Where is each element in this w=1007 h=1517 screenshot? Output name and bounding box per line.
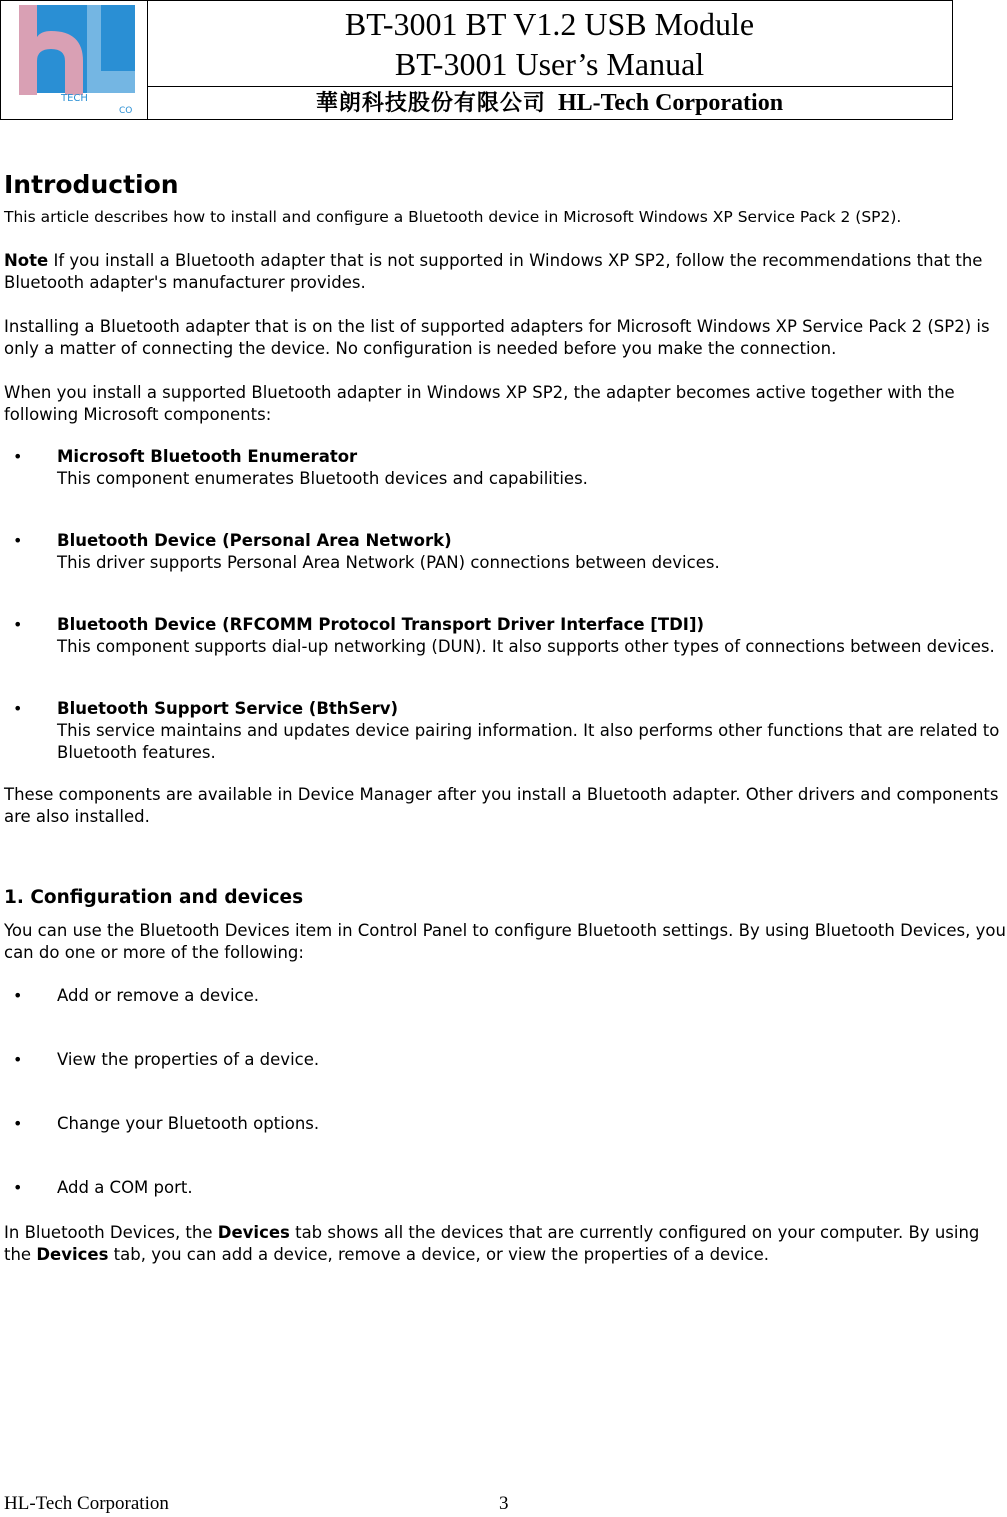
devices-term-2: Devices bbox=[36, 1245, 109, 1264]
install-paragraph: Installing a Bluetooth adapter that is on the list of supported adapters for Microsoft Windows XP Service Pack 2 (SP2) is only a matter of connecting the device. No configuration is needed before you make the connection. bbox=[4, 317, 990, 358]
action-label: Change your Bluetooth options. bbox=[57, 1114, 320, 1133]
company-name-chinese: 華朗科技股份有限公司 bbox=[315, 91, 546, 116]
component-desc: This component supports dial-up networking (DUN). It also supports other types of connections between devices. bbox=[57, 637, 995, 656]
intro-paragraph: This article describes how to install and configure a Bluetooth device in Microsoft Windows XP Service Pack 2 (SP2). bbox=[4, 208, 902, 226]
action-label: View the properties of a device. bbox=[57, 1050, 320, 1069]
components-intro-paragraph: When you install a supported Bluetooth adapter in Windows XP SP2, the adapter becomes active together with the following Microsoft components: bbox=[4, 383, 955, 424]
list-item bbox=[4, 698, 1007, 764]
bullet-icon: • bbox=[13, 447, 23, 466]
page-content bbox=[4, 168, 1007, 1266]
component-title: Microsoft Bluetooth Enumerator bbox=[57, 447, 358, 466]
note-label: Note bbox=[4, 251, 49, 270]
component-title: Bluetooth Support Service (BthServ) bbox=[57, 699, 399, 718]
components-list bbox=[4, 446, 1007, 764]
bullet-icon: • bbox=[13, 986, 23, 1005]
note-text: If you install a Bluetooth adapter that is not supported in Windows XP SP2, follow the recommendations that the Bluetooth adapter's manufacturer provides. bbox=[4, 251, 983, 292]
actions-list bbox=[4, 985, 1007, 1199]
title-line-1: BT-3001 BT V1.2 USB Module bbox=[344, 6, 755, 42]
closing-text-c: tab shows all the devices that are currently configured on your computer. By using the bbox=[4, 1223, 980, 1264]
page-header bbox=[0, 0, 953, 120]
title-line-2: BT-3001 User’s Manual bbox=[394, 46, 705, 82]
after-components-paragraph: These components are available in Device Manager after you install a Bluetooth adapter. Other drivers and components are also installed. bbox=[4, 785, 999, 826]
devices-term-1: Devices bbox=[217, 1223, 290, 1242]
list-item bbox=[4, 1177, 1007, 1199]
logo-text-co: CO bbox=[119, 106, 133, 116]
component-title: Bluetooth Device (Personal Area Network) bbox=[57, 531, 452, 550]
list-item bbox=[4, 1049, 1007, 1071]
list-item bbox=[4, 614, 1007, 658]
component-desc: This component enumerates Bluetooth devices and capabilities. bbox=[57, 469, 588, 488]
footer-company: HL-Tech Corporation bbox=[4, 1493, 169, 1514]
list-item bbox=[4, 530, 1007, 574]
hl-logo-icon bbox=[1, 1, 147, 120]
bullet-icon: • bbox=[13, 1114, 23, 1133]
company-name-english: HL-Tech Corporation bbox=[557, 90, 784, 116]
bullet-icon: • bbox=[13, 1050, 23, 1069]
company-logo bbox=[1, 1, 148, 120]
bullet-icon: • bbox=[13, 1178, 23, 1197]
logo-text-tech: TECH bbox=[61, 93, 88, 104]
section-1-intro: You can use the Bluetooth Devices item in Control Panel to configure Bluetooth settings. By using Bluetooth Devices, you can do one or more of the following: bbox=[4, 921, 1006, 962]
page-number: 3 bbox=[499, 1493, 509, 1514]
list-item bbox=[4, 985, 1007, 1007]
section-1-heading: 1. Configuration and devices bbox=[4, 887, 304, 908]
bullet-icon: • bbox=[13, 699, 23, 718]
bullet-icon: • bbox=[13, 531, 23, 550]
devices-tab-paragraph bbox=[4, 1222, 1007, 1266]
introduction-heading: Introduction bbox=[4, 170, 179, 199]
action-label: Add or remove a device. bbox=[57, 986, 260, 1005]
document-title bbox=[147, 1, 952, 87]
closing-text-d: tab, you can add a device, remove a device, or view the properties of a device. bbox=[108, 1245, 770, 1264]
bullet-icon: • bbox=[13, 615, 23, 634]
list-item bbox=[4, 1113, 1007, 1135]
action-label: Add a COM port. bbox=[57, 1178, 193, 1197]
list-item bbox=[4, 446, 1007, 490]
note-paragraph bbox=[4, 250, 1007, 294]
closing-text-a: In Bluetooth Devices, the bbox=[4, 1223, 218, 1242]
component-title: Bluetooth Device (RFCOMM Protocol Transport Driver Interface [TDI]) bbox=[57, 615, 705, 634]
company-name bbox=[147, 87, 952, 120]
component-desc: This driver supports Personal Area Network (PAN) connections between devices. bbox=[57, 553, 720, 572]
component-desc: This service maintains and updates device pairing information. It also performs other functions that are related to Bluetooth features. bbox=[57, 721, 1000, 762]
